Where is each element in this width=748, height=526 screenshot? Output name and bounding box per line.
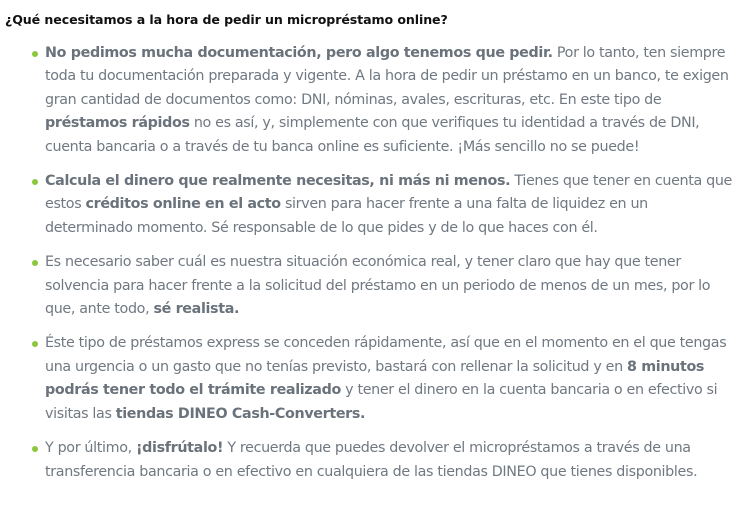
tip-text: Por lo tanto, ten siempre toda tu documentación preparada y vigente. A la hora de pedir un préstamo en un banco, te exigen gran cantidad de documentos como: DNI, nóminas, avales, escrituras, etc. En este tipo de bbox=[45, 45, 729, 108]
tip-emphasis: créditos online en el acto bbox=[85, 196, 281, 213]
tip-text: Éste tipo de préstamos express se conceden rápidamente, así que en el momento en el que tengas una urgencia o un gasto que no tenías previsto, bastará con rellenar la solicitud y en bbox=[45, 335, 727, 375]
bullet-dot-icon bbox=[32, 179, 38, 185]
tip-emphasis: 8 minutos podrás tener todo el trámite realizado bbox=[45, 358, 705, 399]
tip-item bbox=[5, 332, 736, 426]
tips-list bbox=[5, 42, 736, 484]
bullet-dot-icon bbox=[32, 446, 38, 452]
tip-emphasis: sé realista. bbox=[153, 301, 240, 318]
tip-emphasis: Calcula el dinero que realmente necesitas, ni más ni menos. bbox=[45, 173, 511, 190]
tip-item bbox=[5, 170, 736, 240]
tip-item bbox=[5, 251, 736, 321]
tip-text: Y por último, bbox=[45, 440, 136, 457]
tip-item bbox=[5, 42, 736, 159]
tip-item bbox=[5, 437, 736, 484]
tip-text: Y recuerda que puedes devolver el micropréstamos a través de una transferencia bancaria o en efectivo en cualquiera de las tiendas DINEO que tienes disponibles. bbox=[45, 440, 698, 480]
tip-emphasis: ¡disfrútalo! bbox=[136, 440, 224, 457]
tip-emphasis: No pedimos mucha documentación, pero algo tenemos que pedir. bbox=[45, 45, 553, 61]
tip-emphasis: tiendas DINEO Cash-Converters. bbox=[115, 405, 366, 422]
bullet-dot-icon bbox=[32, 51, 38, 57]
tip-text: Es necesario saber cuál es nuestra situación económica real, y tener claro que hay que tener solvencia para hacer frente a la solicitud del préstamo en un periodo de menos de un mes, por lo que, ante todo, bbox=[45, 254, 711, 318]
tip-text: Tienes que tener en cuenta que estos bbox=[45, 173, 732, 213]
tip-emphasis: préstamos rápidos bbox=[45, 115, 190, 132]
section-heading: ¿Qué necesitamos a la hora de pedir un micropréstamo online? bbox=[5, 12, 448, 27]
tip-text: no es así, y, simplemente con que verifiques tu identidad a través de DNI, cuenta bancaria o a través de tu banca online es suficiente. ¡Más sencillo no se puede! bbox=[45, 115, 700, 155]
tip-text: y tener el dinero en la cuenta bancaria o en efectivo si visitas las bbox=[45, 382, 718, 422]
bullet-dot-icon bbox=[32, 341, 38, 347]
bullet-dot-icon bbox=[32, 260, 38, 266]
tip-text: sirven para hacer frente a una falta de liquidez en un determinado momento. Sé responsable de lo que pides y de lo que haces con él. bbox=[45, 196, 648, 236]
